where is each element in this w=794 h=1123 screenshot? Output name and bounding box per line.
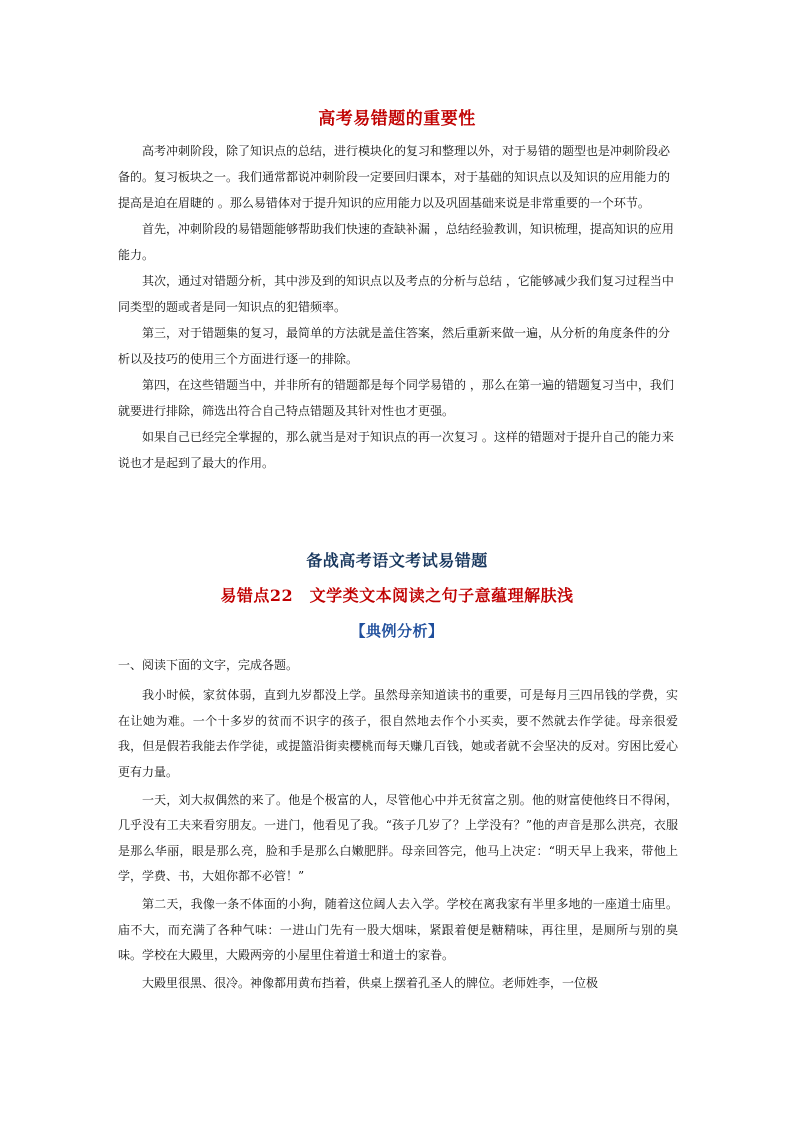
page-title: 高考易错题的重要性 <box>318 109 476 129</box>
intro-paragraph: 第四，在这些错题当中，并非所有的错题都是每个同学易错的 ，那么在第一遍的错题复习当中，我们就要进行排除，筛选出符合自己特点错题及其针对性也才更强。 <box>118 378 674 418</box>
passage-paragraph: 大殿里很黑、很冷。神像都用黄布挡着，供桌上摆着孔圣人的牌位。老师姓李，一位极 <box>142 976 599 990</box>
section-title: 备战高考语文考试易错题 <box>306 551 488 570</box>
section-subtitle: 易错点22 文学类文本阅读之句子意蕴理解肤浅 <box>220 586 574 605</box>
question-prompt: 一、阅读下面的文字，完成各题。 <box>118 658 299 672</box>
intro-paragraph: 其次，通过对错题分析，其中涉及到的知识点以及考点的分析与总结 ，它能够减少我们复习过程当中同类型的题或者是同一知识点的犯错频率。 <box>118 274 674 314</box>
intro-text <box>118 138 678 476</box>
passage-paragraph: 我小时候，家贫体弱，直到九岁都没上学。虽然母亲知道读书的重要，可是每月三四吊钱的学费，实在让她为难。一个十多岁的贫而不识字的孩子，很自然地去作个小买卖，要不然就去作学徒。母亲很爱我，但是假若我能去作学徒，或提篮沿街卖樱桃而每天赚几百钱，她或者就不会坚决的反对。穷困比爱心更有力量。 <box>118 688 678 779</box>
intro-paragraph: 如果自己已经完全掌握的，那么就当是对于知识点的再一次复习 。这样的错题对于提升自己的能力来说也才是起到了最大的作用。 <box>118 430 674 470</box>
reading-passage <box>118 683 678 999</box>
section-label: 【典例分析】 <box>350 622 444 640</box>
intro-paragraph: 第三，对于错题集的复习，最简单的方法就是盖住答案，然后重新来做一遍，从分析的角度条件的分析以及技巧的使用三个方面进行逐一的排除。 <box>118 326 671 366</box>
passage-paragraph: 一天，刘大叔偶然的来了。他是个极富的人，尽管他心中并无贫富之别。他的财富使他终日不得闲，几乎没有工夫来看穷朋友。一进门，他看见了我。“孩子几岁了？上学没有？”他的声音是那么洪亮，衣服是那么华丽，眼是那么亮，脸和手是那么白嫩肥胖。母亲回答完，他马上决定：“明天早上我来，带他上学，学费、书，大姐你都不必管！” <box>118 792 678 883</box>
passage-paragraph: 第二天，我像一条不体面的小狗，随着这位阔人去入学。学校在离我家有半里多地的一座道士庙里。庙不大，而充满了各种气味：一进山门先有一股大烟味，紧跟着便是糖精味，再往里，是厕所与别的臭味。学校在大殿里，大殿两旁的小屋里住着道士和道士的家眷。 <box>118 897 678 962</box>
intro-paragraph: 首先，冲刺阶段的易错题能够帮助我们快速的查缺补漏 ，总结经验教训，知识梳理，提高知识的应用能力。 <box>118 222 674 262</box>
intro-paragraph: 高考冲刺阶段，除了知识点的总结，进行模块化的复习和整理以外，对于易错的题型也是冲刺阶段必备的。复习板块之一。我们通常都说冲刺阶段一定要回归课本，对于基础的知识点以及知识的应用能力的提高是迫在眉睫的 。那么易错体对于提升知识的应用能力以及巩固基础来说是非常重要的一个环节。 <box>118 144 671 210</box>
